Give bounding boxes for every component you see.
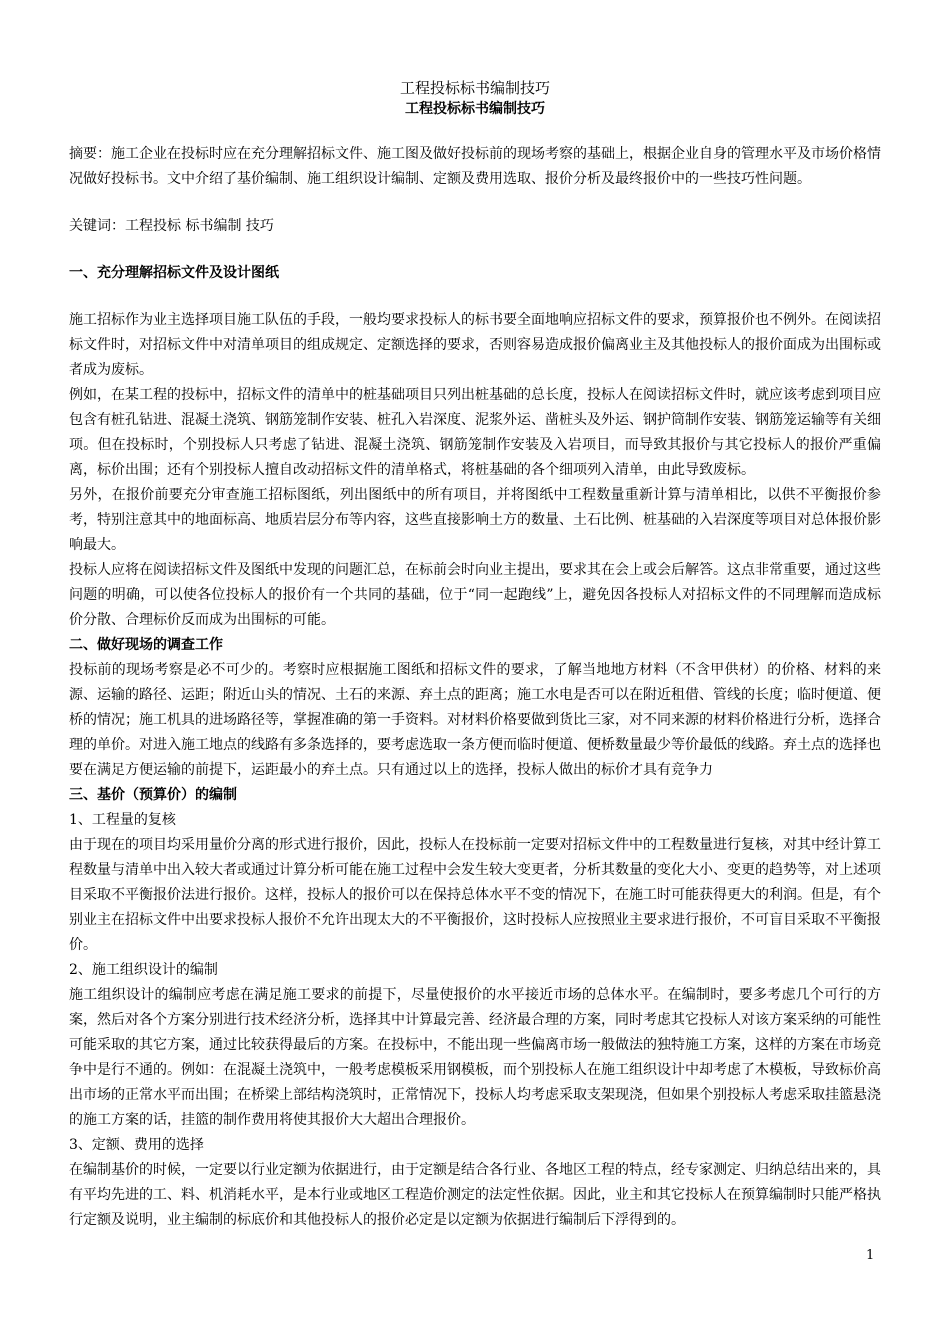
section-2-paragraph: 投标前的现场考察是必不可少的。考察时应根据施工图纸和招标文件的要求，了解当地地方材料（不含甲供材）的价格、材料的来源、运输的路径、运距；附近山头的情况、土石的来源、弃土点的距离；施工水电是否可以在附近租借、管线的长度；临时便道、便桥的情况；施工机具的进场路径等，掌握准确的第一手资料。对材料价格要做到货比三家，对不同来源的材料价格进行分析，选择合理的单价。对进入施工地点的线路有多条选择的，要考虑选取一条方便而临时便道、便桥数量最少等价最低的线路。弃土点的选择也要在满足方便运输的前提下，运距最小的弃土点。只有通过以上的选择，投标人做出的标价才具有竞争力 <box>69 662 881 778</box>
section-1-paragraph: 例如，在某工程的投标中，招标文件的清单中的桩基础项目只列出桩基础的总长度，投标人在阅读招标文件时，就应该考虑到项目应包含有桩孔钻进、混凝土浇筑、钢筋笼制作安装、桩孔入岩深度、泥浆外运、凿桩头及外运、钢护筒制作安装、钢筋笼运输等有关细项。但在投标时，个别投标人只考虑了钻进、混凝土浇筑、钢筋笼制作安装及入岩项目，而导致其报价与其它投标人的报价严重偏离，标价出围；还有个别投标人擅自改动招标文件的清单格式，将桩基础的各个细项列入清单，由此导致废标。 <box>69 387 881 478</box>
abstract: 摘要：施工企业在投标时应在充分理解招标文件、施工图及做好投标前的现场考察的基础上，根据企业自身的管理水平及市场价格情况做好投标书。文中介绍了基价编制、施工组织设计编制、定额及费用选取、报价分析及最终报价中的一些技巧性问题。 <box>69 146 881 187</box>
section-1-paragraph: 施工招标作为业主选择项目施工队伍的手段，一般均要求投标人的标书要全面地响应招标文件的要求，预算报价也不例外。在阅读招标文件时，对招标文件中对清单项目的组成规定、定额选择的要求，否则容易造成报价偏离业主及其他投标人的报价面成为出围标或者成为废标。 <box>69 312 881 378</box>
section-1-paragraph: 投标人应将在阅读招标文件及图纸中发现的问题汇总，在标前会时向业主提出，要求其在会上或会后解答。这点非常重要，通过这些问题的明确，可以使各位投标人的报价有一个共同的基础，位于“同一起跑线”上，避免因各投标人对招标文件的不同理解而造成标价分散、合理标价反而成为出围标的可能。 <box>69 562 881 628</box>
subsection-3-3-paragraph: 在编制基价的时候，一定要以行业定额为依据进行，由于定额是结合各行业、各地区工程的特点，经专家测定、归纳总结出来的，具有平均先进的工、料、机消耗水平，是本行业或地区工程造价测定的法定性依据。因此，业主和其它投标人在预算编制时只能严格执行定额及说明，业主编制的标底价和其他投标人的报价必定是以定额为依据进行编制后下浮得到的。 <box>69 1162 881 1228</box>
subsection-3-2-paragraph: 施工组织设计的编制应考虑在满足施工要求的前提下，尽量使报价的水平接近市场的总体水平。在编制时，要多考虑几个可行的方案，然后对各个方案分别进行技术经济分析，选择其中计算最完善、经济最合理的方案，同时考虑其它投标人对该方案采纳的可能性可能采取的其它方案，通过比较获得最后的方案。在投标中，不能出现一些偏离市场一般做法的独特施工方案，这样的方案在市场竞争中是行不通的。例如：在混凝土浇筑中，一般考虑模板采用钢模板，而个别投标人在施工组织设计中却考虑了木模板，导致标价高出市场的正常水平而出围；在桥梁上部结构浇筑时，正常情况下，投标人均考虑采取支架现浇，但如果个别投标人考虑采取挂篮悬浇的施工方案的话，挂篮的制作费用将使其报价大大超出合理报价。 <box>69 987 881 1128</box>
subsection-heading-3-2: 2、施工组织设计的编制 <box>69 962 218 978</box>
section-heading-2: 二、做好现场的调查工作 <box>69 637 223 653</box>
document-subtitle: 工程投标标书编制技巧 <box>405 101 545 117</box>
subsection-3-1-paragraph: 由于现在的项目均采用量价分离的形式进行报价，因此，投标人在投标前一定要对招标文件中的工程数量进行复核，对其中经计算工程数量与清单中出入较大者或通过计算分析可能在施工过程中会发生较大变更者，分析其数量的变化大小、变更的趋势等，对上述项目采取不平衡报价法进行报价。这样，投标人的报价可以在保持总体水平不变的情况下，在施工时可能获得更大的利润。但是，有个别业主在招标文件中出要求投标人报价不允许出现太大的不平衡报价，这时投标人应按照业主要求进行报价，不可盲目采取不平衡报价。 <box>69 837 881 953</box>
section-heading-1: 一、充分理解招标文件及设计图纸 <box>69 265 279 281</box>
keywords: 关键词：工程投标 标书编制 技巧 <box>69 218 274 234</box>
document-title: 工程投标标书编制技巧 <box>399 79 550 97</box>
subsection-heading-3-1: 1、工程量的复核 <box>69 812 176 828</box>
document-body <box>69 78 881 1233</box>
page-number: 1 <box>866 1248 875 1263</box>
section-heading-3: 三、基价（预算价）的编制 <box>69 787 237 803</box>
subsection-heading-3-3: 3、定额、费用的选择 <box>69 1137 204 1153</box>
section-1-paragraph: 另外，在报价前要充分审查施工招标图纸，列出图纸中的所有项目，并将图纸中工程数量重新计算与清单相比，以供不平衡报价参考，特别注意其中的地面标高、地质岩层分布等内容，这些直接影响土方的数量、土石比例、桩基础的入岩深度等项目对总体报价影响最大。 <box>69 487 881 553</box>
